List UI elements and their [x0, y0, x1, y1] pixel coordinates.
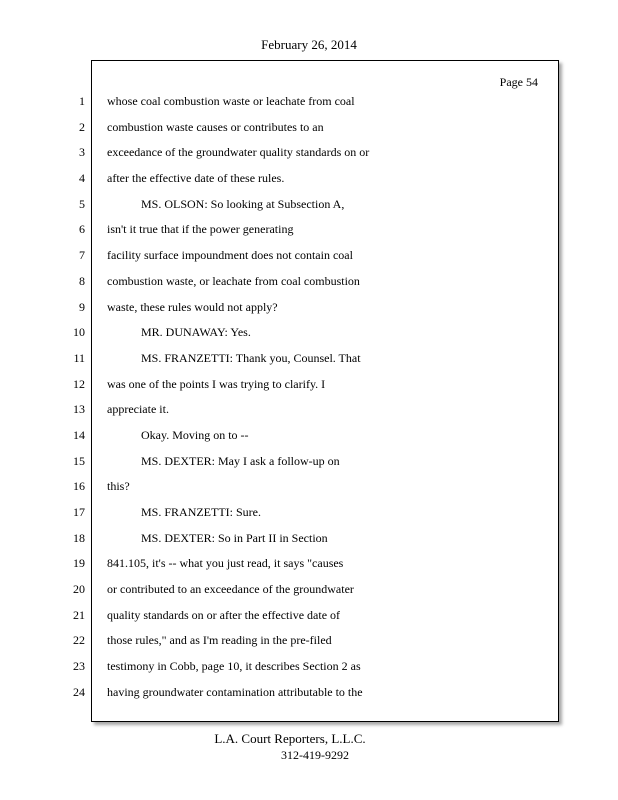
transcript-line: [0, 221, 618, 247]
transcript-line: [0, 247, 618, 273]
line-text: testimony in Cobb, page 10, it describes Section 2 as: [107, 659, 361, 674]
transcript-line: [0, 299, 618, 325]
transcript-line: [0, 170, 618, 196]
transcript-line: [0, 144, 618, 170]
footer-phone-number: 312-419-9292: [281, 748, 349, 762]
transcript-line: [0, 632, 618, 658]
transcript-line: [0, 607, 618, 633]
line-text: MS. DEXTER: May I ask a follow-up on: [141, 453, 340, 468]
line-number: 9: [79, 299, 85, 314]
line-text: combustion waste, or leachate from coal combustion: [107, 273, 360, 288]
transcript-line: [0, 453, 618, 479]
transcript-line: [0, 504, 618, 530]
line-text: isn't it true that if the power generating: [107, 222, 294, 237]
line-number: 19: [73, 556, 85, 571]
transcript-line: [0, 376, 618, 402]
line-number: 23: [73, 659, 85, 674]
page-number: Page 54: [499, 75, 538, 89]
line-text: MR. DUNAWAY: Yes.: [141, 325, 251, 340]
transcript-line: [0, 273, 618, 299]
line-text: Okay. Moving on to --: [141, 427, 249, 442]
transcript-line: [0, 581, 618, 607]
transcript-line: [0, 478, 618, 504]
line-number: 4: [79, 171, 85, 186]
line-text: MS. DEXTER: So in Part II in Section: [141, 530, 328, 545]
line-text: having groundwater contamination attributable to the: [107, 684, 363, 699]
line-text: facility surface impoundment does not contain coal: [107, 248, 353, 263]
transcript-line: [0, 324, 618, 350]
line-text: or contributed to an exceedance of the groundwater: [107, 582, 354, 597]
transcript-line: [0, 196, 618, 222]
line-text: waste, these rules would not apply?: [107, 299, 278, 314]
line-number: 17: [73, 505, 85, 519]
line-text: MS. FRANZETTI: Thank you, Counsel. That: [141, 350, 361, 365]
line-text: quality standards on or after the effective date of: [107, 607, 341, 622]
line-text: this?: [107, 479, 130, 494]
line-text: appreciate it.: [107, 402, 169, 417]
line-number: 14: [73, 427, 85, 442]
line-number: 6: [79, 222, 85, 237]
transcript-line: [0, 93, 618, 119]
line-number: 16: [73, 479, 85, 494]
transcript-line: [0, 427, 618, 453]
line-number: 3: [79, 145, 85, 160]
line-number: 7: [79, 248, 85, 263]
transcript-line: [0, 658, 618, 684]
line-number: 18: [73, 530, 85, 545]
line-number: 20: [73, 582, 85, 597]
transcript-lines: [0, 93, 618, 710]
line-number: 24: [73, 684, 85, 699]
line-number: 10: [73, 325, 85, 340]
line-number: 5: [79, 196, 85, 211]
line-number: 2: [79, 119, 85, 134]
line-number: 1: [79, 94, 85, 108]
line-number: 15: [73, 453, 85, 468]
line-text: MS. OLSON: So looking at Subsection A,: [141, 196, 345, 211]
header-date: February 26, 2014: [261, 37, 357, 52]
line-number: 13: [73, 402, 85, 417]
line-number: 11: [73, 350, 85, 365]
line-text: whose coal combustion waste or leachate from coal: [107, 94, 355, 108]
line-text: those rules," and as I'm reading in the pre-filed: [107, 633, 332, 648]
footer-reporter-name: L.A. Court Reporters, L.L.C.: [214, 731, 366, 746]
line-number: 22: [73, 633, 85, 648]
transcript-line: [0, 350, 618, 376]
transcript-line: [0, 555, 618, 581]
line-number: 8: [79, 273, 85, 288]
transcript-line: [0, 401, 618, 427]
line-text: combustion waste causes or contributes to an: [107, 119, 324, 134]
line-text: exceedance of the groundwater quality standards on or: [107, 145, 370, 160]
line-text: after the effective date of these rules.: [107, 171, 285, 186]
transcript-line: [0, 530, 618, 556]
line-text: was one of the points I was trying to clarify. I: [107, 376, 326, 391]
line-number: 12: [73, 376, 85, 391]
line-number: 21: [73, 607, 85, 622]
line-text: 841.105, it's -- what you just read, it says "causes: [107, 556, 344, 571]
transcript-line: [0, 119, 618, 145]
transcript-line: [0, 684, 618, 710]
line-text: MS. FRANZETTI: Sure.: [141, 505, 261, 519]
